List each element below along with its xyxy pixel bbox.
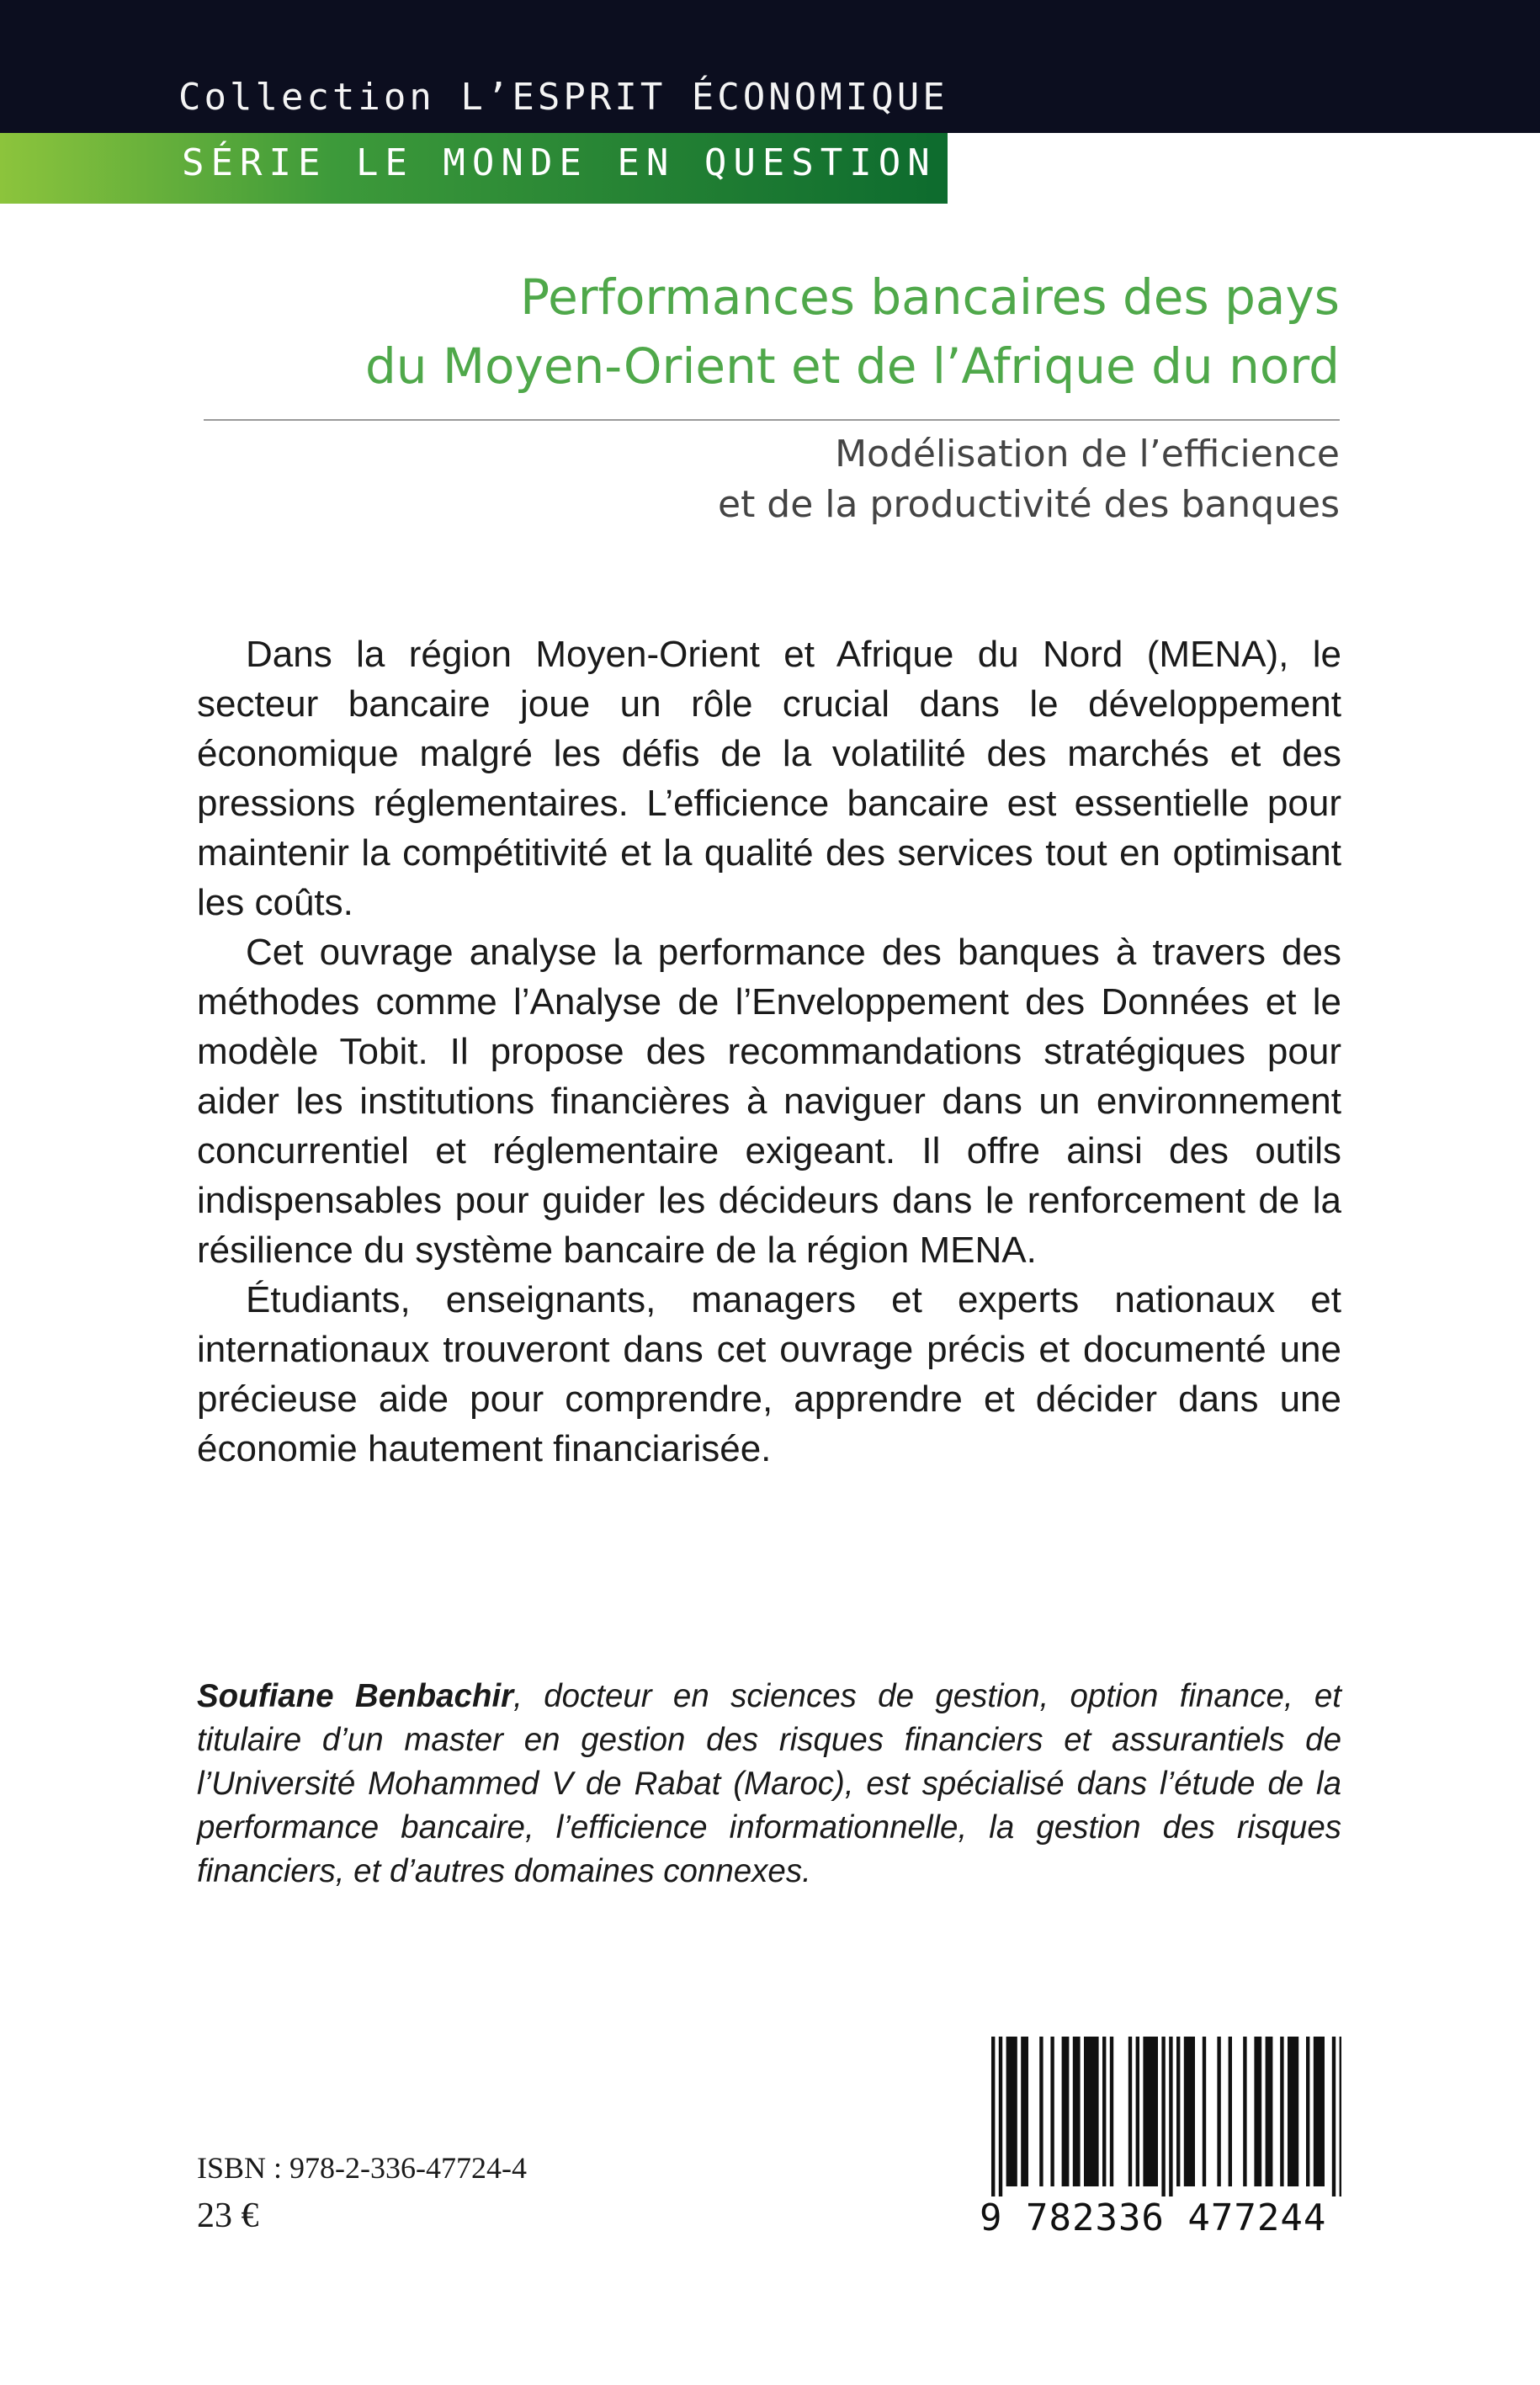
barcode-bar: [1217, 2037, 1220, 2186]
barcode-bar: [1084, 2037, 1099, 2186]
barcode-bar: [1143, 2037, 1158, 2186]
barcode-bar: [1266, 2037, 1273, 2186]
blurb-paragraph-2: Cet ouvrage analyse la performance des banques à travers des méthodes comme l’Analyse de l’Enveloppement des Données et le modèle Tobit. Il propose des recommandations stratégiques pour aider les institutions financières à naviguer dans un environnement concurrentiel et réglementaire exigeant. Il offre ainsi des outils indispensables pour guider les décideurs dans le renforcement de la résilience du système bancaire de la région MENA.: [197, 932, 1341, 1271]
barcode-bar: [991, 2037, 995, 2196]
barcode-bar: [1169, 2037, 1172, 2196]
blurb-paragraph-1: Dans la région Moyen-Orient et Afrique du Nord (MENA), le secteur bancaire joue un rôle crucial dans le développement économique malgré les défis de la volatilité des marchés et des pressions réglementaires. L’efficience bancaire est essentielle pour maintenir la compétitivité et la qualité des services tout en optimisant les coûts.: [197, 634, 1341, 923]
barcode-bars: [976, 2037, 1341, 2196]
barcode-bar: [1039, 2037, 1043, 2186]
author-description: , docteur en sciences de gestion, option finance, et titulaire d’un master en gestion des risques financiers et assurantiels de l’Université Mohammed V de Rabat (Maroc), est spécialisé dans l’étude de la performance bancaire, l’efficience informationnelle, la gestion des risques financiers, et d’autres domaines connexes.: [197, 1678, 1341, 1889]
barcode-bar: [1243, 2037, 1246, 2186]
barcode-bar: [1314, 2037, 1325, 2186]
barcode-bar: [1254, 2037, 1261, 2186]
title-line-2: du Moyen-Orient et de l’Afrique du nord: [364, 337, 1340, 395]
barcode-digits: 9 782336 477244: [980, 2196, 1327, 2239]
blurb: [197, 629, 1341, 1474]
book-price: 23 €: [197, 2196, 259, 2235]
barcode-bar: [1102, 2037, 1106, 2186]
barcode-bar: [999, 2037, 1002, 2196]
book-title: [162, 263, 1340, 401]
barcode-bar: [1161, 2037, 1165, 2196]
title-divider: [204, 419, 1340, 421]
title-line-1: Performances bancaires des pays: [520, 268, 1340, 326]
collection-name: Collection L’ESPRIT ÉCONOMIQUE: [178, 76, 948, 119]
barcode-bar: [1128, 2037, 1132, 2186]
blurb-paragraph-3: Étudiants, enseignants, managers et experts nationaux et internationaux trouveront dans cet ouvrage précis et documenté une précieuse aide pour comprendre, apprendre et décider dans une économie hautement financiarisée.: [197, 1279, 1341, 1469]
subtitle-line-1: Modélisation de l’efficience: [835, 433, 1340, 475]
series-name: SÉRIE LE MONDE EN QUESTION: [182, 141, 937, 184]
subtitle-line-2: et de la productivité des banques: [718, 483, 1340, 526]
barcode-bar: [1006, 2037, 1017, 2186]
barcode-bar: [1229, 2037, 1232, 2186]
barcode-bar: [1184, 2037, 1195, 2186]
barcode-bar: [1176, 2037, 1180, 2186]
author-name: Soufiane Benbachir: [197, 1678, 514, 1714]
barcode-bar: [1203, 2037, 1206, 2186]
barcode-bar: [1021, 2037, 1028, 2186]
barcode-bar: [1136, 2037, 1139, 2186]
author-bio: [197, 1675, 1341, 1894]
barcode-bar: [1288, 2037, 1298, 2186]
barcode-bar: [1332, 2037, 1336, 2196]
barcode-bar: [1110, 2037, 1113, 2186]
book-subtitle: [162, 429, 1340, 530]
barcode-bar: [1073, 2037, 1081, 2186]
barcode-bar: [1306, 2037, 1309, 2186]
barcode-bar: [1062, 2037, 1070, 2186]
barcode-bar: [1280, 2037, 1283, 2186]
isbn-number: ISBN : 978-2-336-47724-4: [197, 2151, 527, 2185]
barcode-bar: [1050, 2037, 1054, 2186]
barcode-bar: [1340, 2037, 1341, 2196]
